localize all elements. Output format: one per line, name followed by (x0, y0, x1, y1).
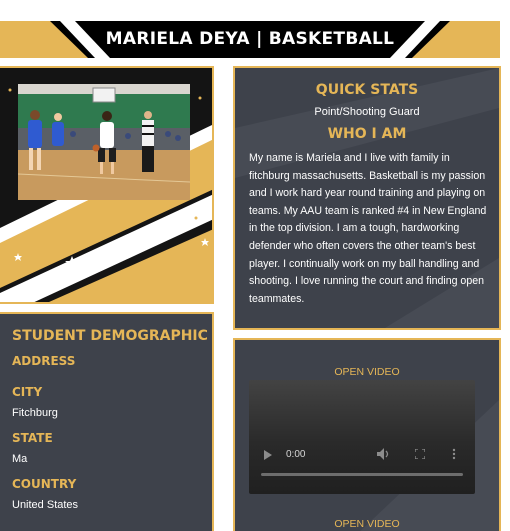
who-i-am-title: WHO I AM (327, 126, 407, 142)
state-value: Ma (12, 453, 28, 465)
quick-stats-title: QUICK STATS (315, 82, 419, 98)
more-options-icon[interactable] (452, 448, 456, 460)
bio-text: My name is Mariela and I live with family in fitchburg massachusetts. Basketball is my passion and I work hard year round training and playing on teams. My AAU team is ranked #4 in New England in the top division. I am a tough, hardworking defender who often covers the other team's best player. I continually work on my ball handling and shooting. I love running the court and finding open teammates. (249, 152, 487, 305)
video-player[interactable] (249, 380, 475, 494)
country-value: United States (12, 499, 79, 511)
city-value: Fitchburg (12, 407, 58, 419)
video-time: 0:00 (286, 449, 306, 460)
volume-icon[interactable] (377, 448, 391, 460)
fullscreen-icon[interactable] (415, 449, 425, 459)
play-icon[interactable] (264, 450, 272, 460)
address-label: ADDRESS (12, 354, 76, 368)
player-position: Point/Shooting Guard (314, 106, 420, 118)
video-panel (233, 338, 501, 531)
country-label: COUNTRY (12, 477, 77, 491)
state-label: STATE (12, 431, 53, 445)
demographic-panel (0, 312, 214, 531)
quick-stats-panel (233, 66, 501, 330)
photo-panel (0, 66, 214, 304)
player-photo (18, 84, 190, 200)
open-video-link-2[interactable]: OPEN VIDEO (334, 518, 400, 530)
open-video-link[interactable]: OPEN VIDEO (334, 366, 400, 378)
header-banner (0, 21, 500, 58)
page-title: MARIELA DEYA | BASKETBALL (105, 29, 395, 49)
demographic-title: STUDENT DEMOGRAPHIC (12, 328, 208, 344)
city-label: CITY (12, 385, 43, 399)
video-progress-bar[interactable] (261, 473, 463, 476)
